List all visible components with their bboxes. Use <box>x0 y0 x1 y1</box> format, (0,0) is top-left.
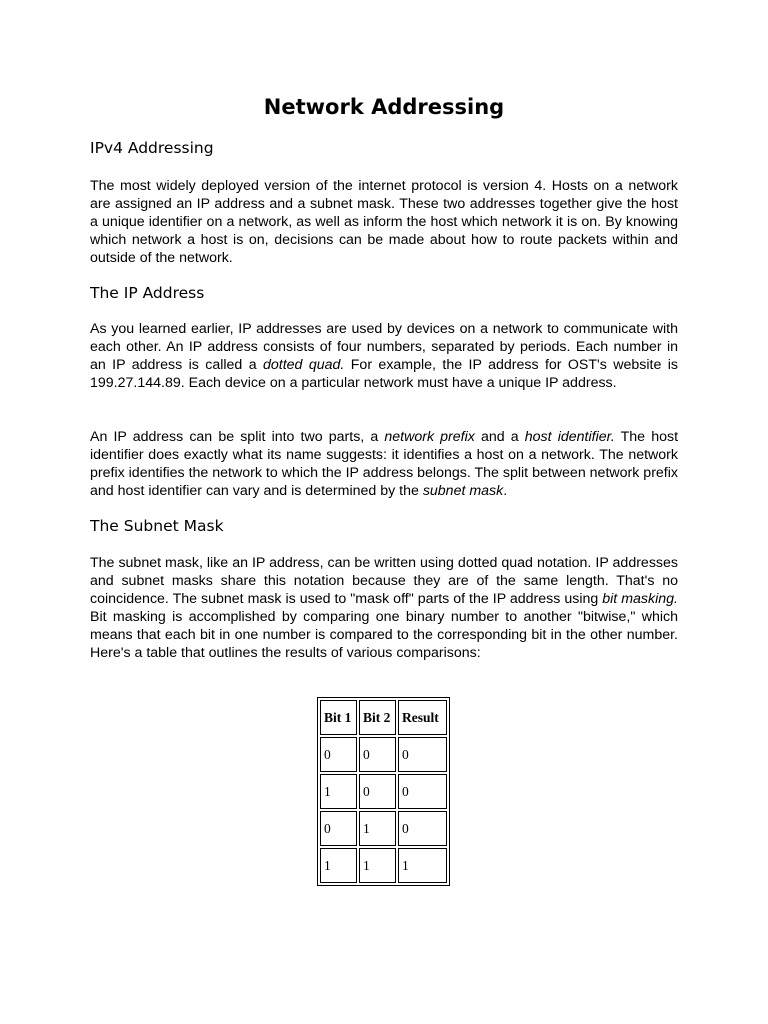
table-row <box>320 774 447 809</box>
table-cell: 0 <box>398 737 447 772</box>
text-run: and a <box>474 429 525 445</box>
table-cell: 1 <box>398 848 447 883</box>
table-header-row <box>320 700 447 735</box>
text-run: The host identifier does exactly what its name suggests: it identifies a host on a network. The network prefix identifies the network to which the IP address belongs. The split between network prefix and host identifier can vary and is determined by the <box>90 429 679 499</box>
term-network-prefix: network prefix <box>384 429 475 445</box>
paragraph-ipv4: The most widely deployed version of the internet protocol is version 4. Hosts on a network are assigned an IP address and a subnet mask. These two addresses together give the host a unique identifier on a network, as well as inform the host which network it is on. By knowing which network a host is on, decisions can be made about how to route packets within and outside of the network. <box>90 178 678 266</box>
table-row <box>320 737 447 772</box>
table-row <box>320 848 447 883</box>
bitwise-comparison-table <box>317 697 450 886</box>
text-run: As you learned earlier, IP addresses are used by devices on a network to communicate with each other. An IP address consists of four numbers, separated by periods. Each number in an IP address is called a <box>90 321 678 373</box>
section-heading-ip-address: The IP Address <box>90 284 205 302</box>
section-heading-subnet-mask: The Subnet Mask <box>90 517 224 535</box>
text-run: An IP address can be split into two parts, a <box>90 429 385 445</box>
text-run: Bit masking is accomplished by comparing one binary number to another "bitwise," which means that each bit in one number is compared to the corresponding bit in the other number. Here's a table that outlines the results of various comparisons: <box>90 609 678 661</box>
column-header-bit-2: Bit 2 <box>359 700 396 735</box>
term-dotted-quad: dotted quad. <box>263 357 345 373</box>
column-header-result: Result <box>398 700 447 735</box>
column-header-bit-1: Bit 1 <box>320 700 357 735</box>
table-cell: 1 <box>320 774 357 809</box>
term-subnet-mask: subnet mask <box>422 483 504 499</box>
term-host-identifier: host identifier. <box>524 429 615 445</box>
text-run: The subnet mask, like an IP address, can be written using dotted quad notation. IP addresses and subnet masks share this notation because they are of the same length. That's no coincidence. The subnet mask is used to "mask off" parts of the IP address using <box>90 555 678 607</box>
table-cell: 1 <box>359 848 396 883</box>
text-run: For example, the IP address for OST's website is 199.27.144.89. Each device on a particular network must have a unique IP address. <box>90 357 679 391</box>
table-row <box>320 811 447 846</box>
paragraph-ip-address-2 <box>90 428 678 500</box>
table-cell: 0 <box>320 811 357 846</box>
text-run: . <box>503 483 508 499</box>
table-cell: 0 <box>359 737 396 772</box>
term-bit-masking: bit masking. <box>602 591 678 607</box>
table-cell: 0 <box>320 737 357 772</box>
page-title: Network Addressing <box>263 95 505 119</box>
table-cell: 0 <box>359 774 396 809</box>
table-cell: 0 <box>398 774 447 809</box>
section-heading-ipv4: IPv4 Addressing <box>90 139 214 157</box>
table-cell: 0 <box>398 811 447 846</box>
paragraph-ip-address-1 <box>90 320 678 392</box>
paragraph-subnet-mask <box>90 554 678 662</box>
table-cell: 1 <box>320 848 357 883</box>
table-cell: 1 <box>359 811 396 846</box>
